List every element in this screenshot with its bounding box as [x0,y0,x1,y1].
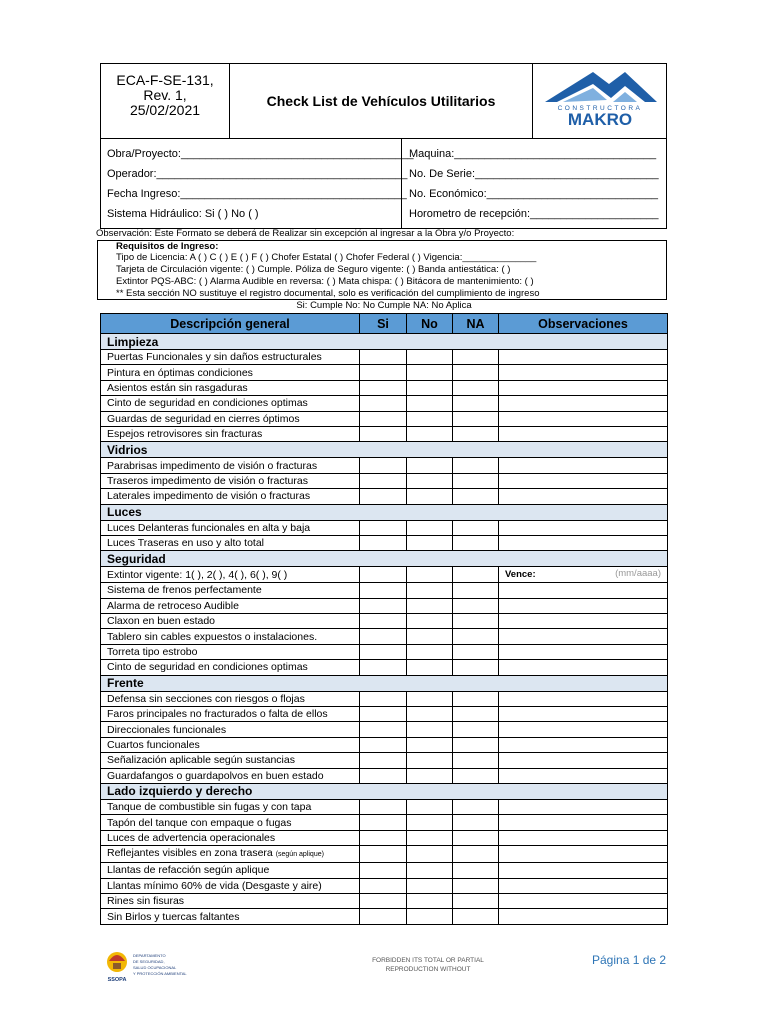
section-row [101,334,668,350]
no-cell[interactable] [407,878,453,893]
table-row [101,893,668,908]
company-logo [532,64,668,138]
observaciones-cell[interactable] [499,799,668,814]
no-cell[interactable] [407,489,453,504]
no-cell[interactable] [407,458,453,473]
observaciones-cell[interactable] [499,691,668,706]
na-cell[interactable] [453,583,499,598]
si-cell[interactable] [360,598,407,613]
col-no: No [407,314,453,334]
table-row [101,396,668,411]
observaciones-cell[interactable] [499,350,668,365]
na-cell[interactable] [453,878,499,893]
no-cell[interactable] [407,629,453,644]
table-row [101,644,668,659]
no-cell[interactable] [407,473,453,488]
item-text: Luces Delanteras funcionales en alta y baja [107,521,311,534]
na-cell[interactable] [453,614,499,629]
item-text: Reflejantes visibles en zona trasera [107,847,273,860]
no-cell[interactable] [407,799,453,814]
no-cell[interactable] [407,691,453,706]
table-row [101,768,668,783]
ssopa-label: SSOPA [107,977,127,983]
reproduction-notice-line2: REPRODUCTION WITHOUT [385,966,471,973]
item-description [101,520,360,535]
si-cell[interactable] [360,691,407,706]
si-cell[interactable] [360,567,407,583]
requisitos-box [97,240,667,300]
si-cell[interactable] [360,799,407,814]
item-text: Extintor vigente: 1( ), 2( ), 4( ), 6( ), 9( ) [107,568,288,581]
item-description [101,753,360,768]
item-description [101,691,360,706]
si-cell[interactable] [360,458,407,473]
item-description [101,909,360,924]
item-text: Cinto de seguridad en condiciones optimas [107,397,308,410]
si-cell[interactable] [360,863,407,878]
section-title: Frente [101,675,668,691]
serie-field[interactable]: No. De Serie:______________________________ [409,168,659,180]
no-cell[interactable] [407,520,453,535]
na-cell[interactable] [453,411,499,426]
na-cell[interactable] [453,489,499,504]
table-row [101,473,668,488]
vence-label: Vence: [505,569,536,581]
item-text: Faros principales no fracturados o falta de ellos [107,708,328,721]
item-text: Rines sin fisuras [107,895,185,908]
svg-text:DEPARTAMENTO: DEPARTAMENTO [133,953,166,958]
na-cell[interactable] [453,567,499,583]
no-cell[interactable] [407,614,453,629]
item-description [101,365,360,380]
na-cell[interactable] [453,629,499,644]
observaciones-cell[interactable] [499,583,668,598]
item-text: Tablero sin cables expuestos o instalaciones. [107,630,318,643]
observaciones-cell[interactable] [499,893,668,908]
observaciones-cell[interactable] [499,411,668,426]
operador-field[interactable]: Operador:_________________________________________ [107,168,408,180]
na-cell[interactable] [453,350,499,365]
si-cell[interactable] [360,878,407,893]
item-description [101,396,360,411]
fecha-ingreso-field[interactable]: Fecha Ingreso:_____________________________________ [107,188,407,200]
no-cell[interactable] [407,380,453,395]
item-description [101,535,360,550]
observaciones-cell[interactable] [499,426,668,441]
item-description [101,458,360,473]
no-cell[interactable] [407,644,453,659]
observaciones-cell[interactable] [499,660,668,675]
observaciones-cell[interactable] [499,458,668,473]
si-cell[interactable] [360,815,407,830]
table-row [101,909,668,924]
col-observaciones: Observaciones [499,314,668,334]
makro-logo-graphic [533,64,667,138]
vence-format: (mm/aaaa) [615,568,661,580]
observaciones-cell[interactable] [499,815,668,830]
observaciones-cell[interactable] [499,535,668,550]
table-row [101,737,668,752]
observaciones-cell[interactable] [499,365,668,380]
item-description [101,350,360,365]
si-cell[interactable] [360,614,407,629]
si-cell[interactable] [360,722,407,737]
section-title: Limpieza [101,334,668,350]
requisitos-nota: ** Esta sección NO sustituye el registro documental, solo es verificación del cumplimiento de ingreso [116,288,540,299]
item-text: Tapón del tanque con empaque o fugas [107,816,292,829]
si-cell[interactable] [360,830,407,845]
table-row [101,380,668,395]
observaciones-cell[interactable] [499,846,668,863]
observaciones-cell[interactable] [499,768,668,783]
si-cell[interactable] [360,644,407,659]
document-header [100,63,667,139]
table-row [101,535,668,550]
item-description [101,644,360,659]
section-row [101,675,668,691]
na-cell[interactable] [453,458,499,473]
si-cell[interactable] [360,909,407,924]
table-row [101,799,668,814]
na-cell[interactable] [453,535,499,550]
document-title: Check List de Vehículos Utilitarios [266,93,496,109]
section-title: Lado izquierdo y derecho [101,783,668,799]
observaciones-cell[interactable] [499,753,668,768]
section-row [101,551,668,567]
no-cell[interactable] [407,737,453,752]
na-cell[interactable] [453,365,499,380]
na-cell[interactable] [453,660,499,675]
no-cell[interactable] [407,535,453,550]
item-description [101,768,360,783]
no-cell[interactable] [407,722,453,737]
no-cell[interactable] [407,707,453,722]
svg-text:Y PROTECCIÓN AMBIENTAL: Y PROTECCIÓN AMBIENTAL [133,971,187,976]
item-description [101,380,360,395]
svg-text:SALUD OCUPACIONAL: SALUD OCUPACIONAL [133,965,177,970]
observaciones-cell[interactable] [499,863,668,878]
si-cell[interactable] [360,350,407,365]
si-cell[interactable] [360,489,407,504]
item-text: Tanque de combustible sin fugas y con tapa [107,801,312,814]
item-text: Guardafangos o guardapolvos en buen estado [107,769,324,782]
section-row [101,783,668,799]
no-cell[interactable] [407,598,453,613]
item-text: Luces Traseras en uso y alto total [107,537,265,550]
item-text: Espejos retrovisores sin fracturas [107,428,263,441]
item-description [101,707,360,722]
sistema-hidraulico-field[interactable]: Sistema Hidráulico: Si ( ) No ( ) [107,208,259,220]
maquina-field[interactable]: Maquina:_________________________________ [409,148,657,160]
si-cell[interactable] [360,396,407,411]
section-row [101,442,668,458]
svg-text:DE SEGURIDAD,: DE SEGURIDAD, [133,959,165,964]
table-row [101,629,668,644]
no-cell[interactable] [407,411,453,426]
na-cell[interactable] [453,473,499,488]
table-row [101,846,668,863]
no-cell[interactable] [407,863,453,878]
document-revision: Rev. 1, [143,87,187,103]
na-cell[interactable] [453,768,499,783]
item-description [101,799,360,814]
si-cell[interactable] [360,583,407,598]
si-cell[interactable] [360,660,407,675]
no-cell[interactable] [407,753,453,768]
observacion-text: Observación: Este Formato se deberá de Realizar sin excepción al ingresar a la Obra y/o Proyecto: [96,228,515,239]
observaciones-cell[interactable] [499,567,668,583]
observaciones-cell[interactable] [499,707,668,722]
na-cell[interactable] [453,737,499,752]
item-description [101,722,360,737]
observaciones-cell[interactable] [499,629,668,644]
si-cell[interactable] [360,380,407,395]
si-cell[interactable] [360,411,407,426]
no-cell[interactable] [407,909,453,924]
no-cell[interactable] [407,660,453,675]
item-text: Cuartos funcionales [107,739,200,751]
na-cell[interactable] [453,396,499,411]
item-description [101,411,360,426]
si-cell[interactable] [360,535,407,550]
checklist-table [100,313,668,925]
si-cell[interactable] [360,473,407,488]
no-cell[interactable] [407,893,453,908]
item-text: Llantas mínimo 60% de vida (Desgaste y aire) [107,879,322,892]
no-cell[interactable] [407,350,453,365]
table-row [101,707,668,722]
observaciones-cell[interactable] [499,489,668,504]
si-cell[interactable] [360,737,407,752]
observaciones-cell[interactable] [499,473,668,488]
requisitos-extintor: Extintor PQS-ABC: ( ) Alarma Audible en reversa: ( ) Mata chispa: ( ) Bitácora de mantenimiento: ( ) [116,276,534,287]
item-text: Claxon en buen estado [107,615,215,628]
item-text: Señalización aplicable según sustancias [107,754,295,767]
table-row [101,660,668,675]
na-cell[interactable] [453,426,499,441]
no-cell[interactable] [407,846,453,863]
item-text: Alarma de retroceso Audible [107,599,239,612]
table-header-row [101,314,668,334]
na-cell[interactable] [453,598,499,613]
item-text: Traseros impedimento de visión o fracturas [107,474,308,487]
si-cell[interactable] [360,629,407,644]
item-text: Cinto de seguridad en condiciones optimas [107,661,308,674]
requisitos-tarjeta: Tarjeta de Circulación vigente: ( ) Cumple. Póliza de Seguro vigente: ( ) Banda antiestática: ( ) [116,264,511,275]
no-cell[interactable] [407,396,453,411]
table-row [101,411,668,426]
na-cell[interactable] [453,846,499,863]
na-cell[interactable] [453,520,499,535]
item-text: Asientos están sin rasgaduras [107,381,248,394]
economico-field[interactable]: No. Económico:____________________________ [409,188,658,200]
item-text: Laterales impedimento de visión o fracturas [107,490,311,503]
document-code-block [101,64,230,138]
table-row [101,458,668,473]
si-cell[interactable] [360,426,407,441]
item-text: Sistema de frenos perfectamente [107,584,262,597]
page-number: Página 1 de 2 [592,953,667,967]
na-cell[interactable] [453,909,499,924]
si-cell[interactable] [360,707,407,722]
item-text: Defensa sin secciones con riesgos o flojas [107,692,305,705]
table-row [101,691,668,706]
observaciones-cell[interactable] [499,830,668,845]
item-description [101,830,360,845]
item-description [101,583,360,598]
item-note: (según aplique) [275,851,324,859]
no-cell[interactable] [407,830,453,845]
col-descripcion: Descripción general [101,314,360,334]
item-text: Pintura en óptimas condiciones [107,366,253,379]
no-cell[interactable] [407,426,453,441]
item-description [101,473,360,488]
legend-text: Si: Cumple No: No Cumple NA: No Aplica [296,300,472,311]
observaciones-cell[interactable] [499,737,668,752]
na-cell[interactable] [453,799,499,814]
item-description [101,893,360,908]
table-row [101,863,668,878]
na-cell[interactable] [453,863,499,878]
info-box [100,139,667,229]
no-cell[interactable] [407,815,453,830]
observaciones-cell[interactable] [499,380,668,395]
item-description [101,878,360,893]
table-row [101,614,668,629]
reproduction-notice-line1: FORBIDDEN ITS TOTAL OR PARTIAL [372,957,484,964]
item-description [101,660,360,675]
item-description [101,598,360,613]
table-row [101,426,668,441]
si-cell[interactable] [360,520,407,535]
na-cell[interactable] [453,722,499,737]
observaciones-cell[interactable] [499,909,668,924]
item-description [101,629,360,644]
no-cell[interactable] [407,583,453,598]
item-text: Parabrisas impedimento de visión o fracturas [107,459,318,472]
item-text: Direccionales funcionales [107,723,227,736]
observaciones-cell[interactable] [499,614,668,629]
no-cell[interactable] [407,768,453,783]
item-text: Torreta tipo estrobo [107,646,198,659]
table-row [101,598,668,613]
no-cell[interactable] [407,567,453,583]
observaciones-cell[interactable] [499,520,668,535]
observaciones-cell[interactable] [499,644,668,659]
observaciones-cell[interactable] [499,598,668,613]
section-title: Vidrios [101,442,668,458]
item-description [101,426,360,441]
na-cell[interactable] [453,815,499,830]
requisitos-title: Requisitos de Ingreso: [116,241,219,252]
si-cell[interactable] [360,768,407,783]
table-row [101,753,668,768]
na-cell[interactable] [453,644,499,659]
document-date: 25/02/2021 [129,102,201,118]
col-na: NA [453,314,499,334]
col-si: Si [360,314,407,334]
table-row [101,365,668,380]
item-text: Puertas Funcionales y sin daños estructurales [107,351,322,364]
na-cell[interactable] [453,830,499,845]
table-row [101,583,668,598]
item-description [101,863,360,878]
horometro-field[interactable]: Horometro de recepción:_____________________ [409,208,659,220]
table-row [101,815,668,830]
si-cell[interactable] [360,753,407,768]
na-cell[interactable] [453,893,499,908]
item-description [101,737,360,752]
si-cell[interactable] [360,846,407,863]
section-row [101,504,668,520]
item-description [101,567,360,583]
na-cell[interactable] [453,380,499,395]
item-text: Luces de advertencia operacionales [107,831,276,844]
section-title: Luces [101,504,668,520]
si-cell[interactable] [360,365,407,380]
table-row [101,830,668,845]
table-row [101,489,668,504]
table-body [101,334,668,925]
logo-subtitle: CONSTRUCTORA [557,105,643,112]
na-cell[interactable] [453,753,499,768]
table-row [101,350,668,365]
item-description [101,614,360,629]
item-text: Llantas de refacción según aplique [107,864,270,877]
na-cell[interactable] [453,707,499,722]
table-row [101,567,668,583]
table-row [101,722,668,737]
observaciones-cell[interactable] [499,396,668,411]
item-description [101,846,360,863]
si-cell[interactable] [360,893,407,908]
no-cell[interactable] [407,365,453,380]
observaciones-cell[interactable] [499,722,668,737]
table-row [101,520,668,535]
item-text: Guardas de seguridad en cierres óptimos [107,412,300,425]
item-description [101,489,360,504]
logo-name: MAKRO [567,110,633,129]
requisitos-licencia: Tipo de Licencia: A ( ) C ( ) E ( ) F ( ) Chofer Estatal ( ) Chofer Federal ( ) Vigencia:______________ [116,252,537,263]
na-cell[interactable] [453,691,499,706]
obra-field[interactable]: Obra/Proyecto:______________________________________ [107,148,414,160]
observaciones-cell[interactable] [499,878,668,893]
item-description [101,815,360,830]
section-title: Seguridad [101,551,668,567]
table-row [101,878,668,893]
document-code: ECA-F-SE-131, [116,72,214,88]
item-text: Sin Birlos y tuercas faltantes [107,910,240,923]
